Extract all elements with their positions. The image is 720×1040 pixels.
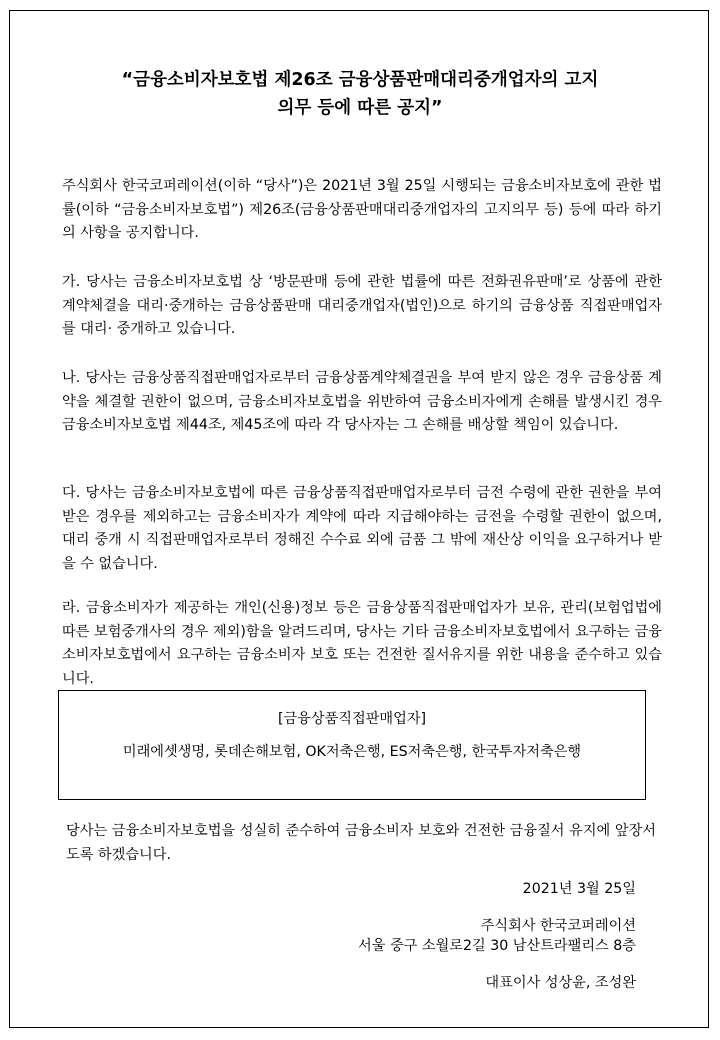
company-name: 주식회사 한국코퍼레이션: [480, 918, 636, 934]
ceo-names: 대표이사 성상윤, 조성완: [485, 975, 636, 991]
item-da: 다. 당사는 금융소비자보호법에 따른 금융상품직접판매업자로부터 금전 수령에 관한 권한을 부여 받은 경우를 제외하고는 금융소비자가 계약에 따라 지급해야하는 금전을 수령할 권한이 없으며, 대리 중개 시 직접판매업자로부터 정해진 수수료 외에 금품 그 밖에 재산상 이익을 요구하거나 받을 수 없습니다.: [62, 485, 662, 572]
company-address: 서울 중구 소월로2길 30 남산트라팰리스 8층: [358, 938, 636, 954]
item-na: 나. 당사는 금융상품직접판매업자로부터 금융상품계약체결권을 부여 받지 않은 경우 금융상품 계약을 체결할 권한이 없으며, 금융소비자보호법을 위반하여 금융소비자에게 손해를 발생시킨 경우 금융소비자보호법 제44조, 제45조에 따라 각 당사자는 그 손해를 배상할 책임이 있습니다.: [62, 370, 662, 433]
title-line-2: 의무 등에 따른 공지”: [277, 98, 443, 118]
notice-title: [40, 66, 680, 122]
item-ga: 가. 당사는 금융소비자보호법 상 ‘방문판매 등에 관한 법률에 따른 전화권유판매’로 상품에 관한 계약체결을 대리·중개하는 금융상품판매 대리중개업자(법인)으로 하기의 금융상품 직접판매업자를 대리· 중개하고 있습니다.: [62, 274, 662, 337]
closing-paragraph: 당사는 금융소비자보호법을 성실히 준수하여 금융소비자 보호와 건전한 금융질서 유지에 앞장서도록 하겠습니다.: [66, 823, 656, 863]
title-line-1: “금융소비자보호법 제26조 금융상품판매대리중개업자의 고지: [121, 70, 599, 90]
notice-date: 2021년 3월 25일: [522, 881, 636, 897]
item-ra: 라. 금융소비자가 제공하는 개인(신용)정보 등은 금융상품직접판매업자가 보유, 관리(보험업법에 따른 보험중개사의 경우 제외)함을 알려드리며, 당사는 기타 금융소비자보호법에서 요구하는 금융소비자보호법에서 요구하는 금융소비자 보호 또는 건전한 질서유지를 위한 내용을 준수하고 있습니다.: [62, 600, 662, 687]
intro-paragraph: 주식회사 한국코퍼레이션(이하 “당사”)은 2021년 3월 25일 시행되는 금융소비자보호에 관한 법률(이하 “금융소비자보호법”) 제26조(금융상품판매대리중개업자의 고지의무 등) 등에 따라 하기의 사항을 공지합니다.: [62, 178, 662, 241]
box-content: 미래에셋생명, 롯데손해보험, OK저축은행, ES저축은행, 한국투자저축은행: [122, 744, 582, 760]
direct-seller-box: [58, 690, 646, 800]
box-title: [금융상품직접판매업자]: [277, 711, 427, 727]
